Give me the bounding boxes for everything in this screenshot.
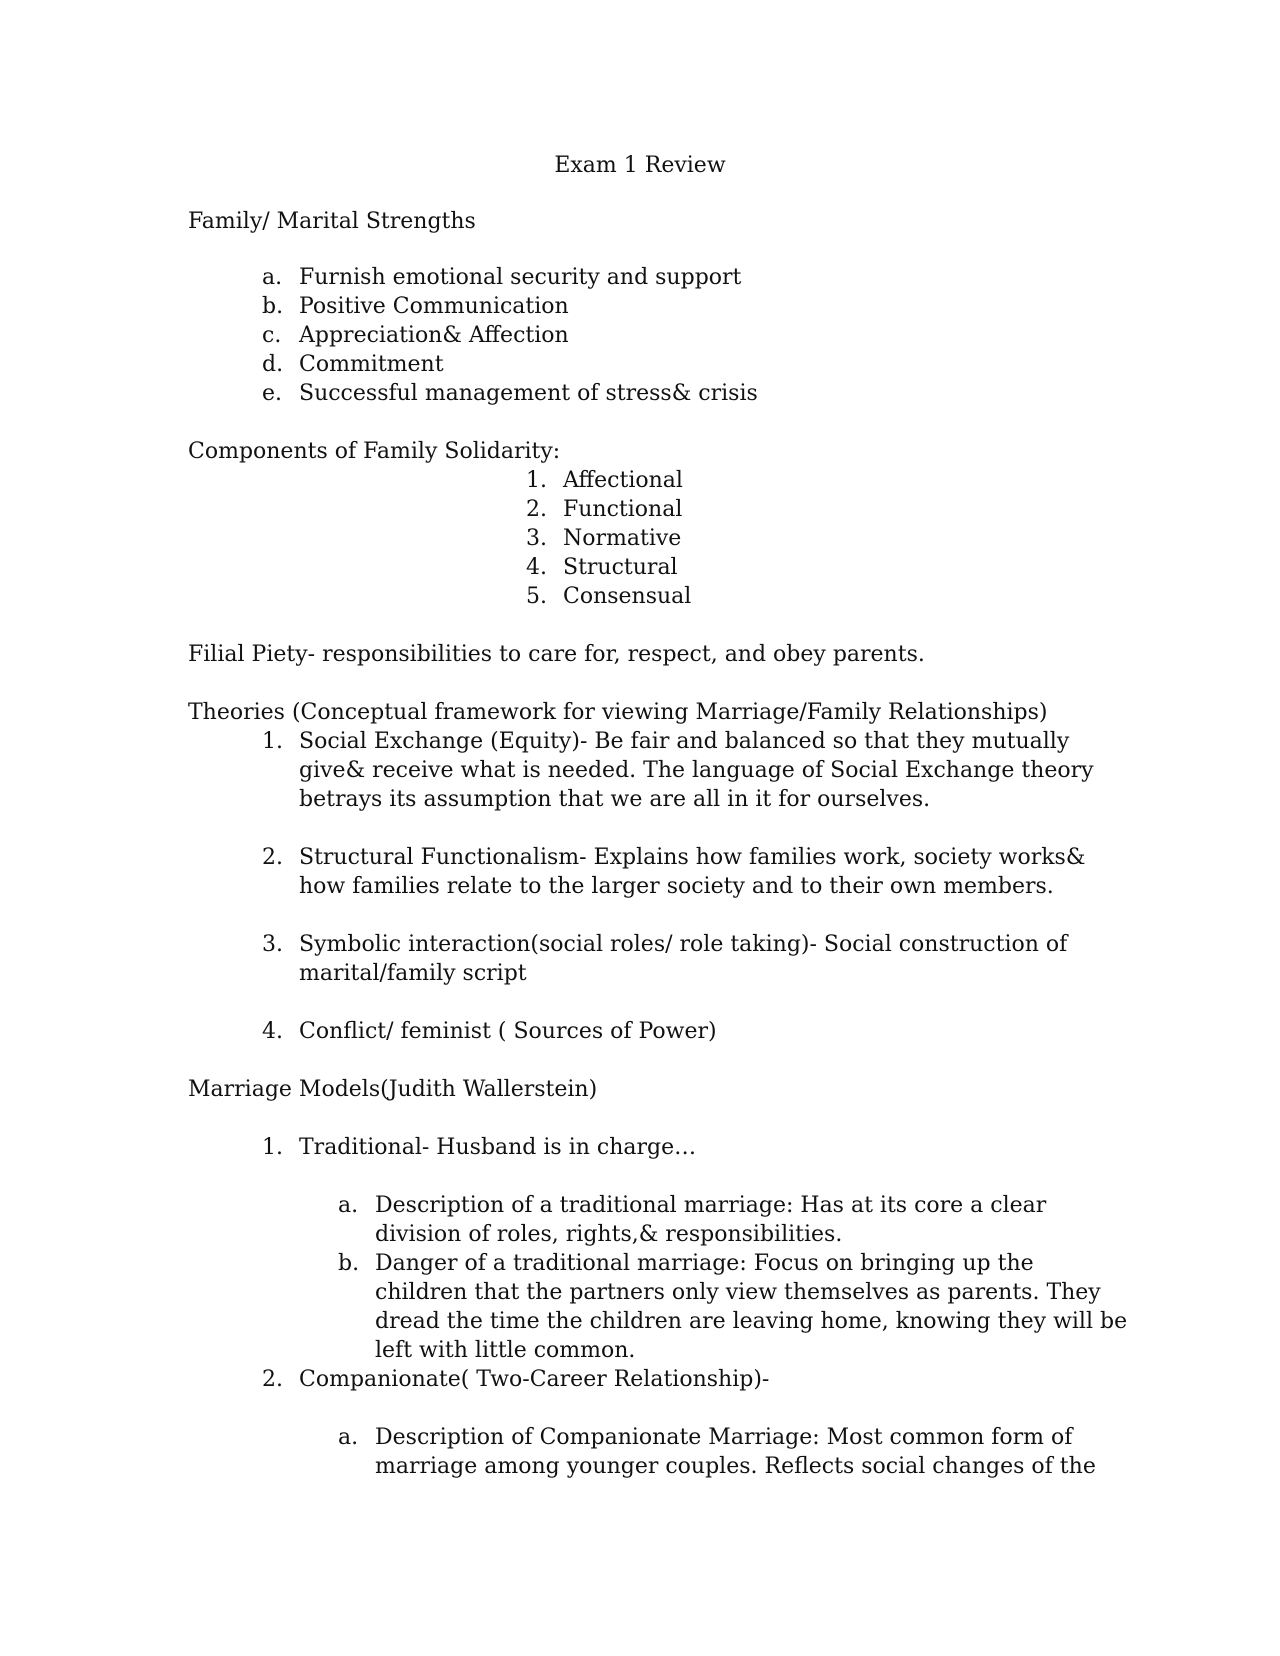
list-marker: a. (338, 1193, 359, 1218)
list-marker: 5. (526, 584, 547, 609)
list-text: Commitment (299, 352, 444, 377)
list-text: Positive Communication (299, 294, 569, 319)
list-marker: 2. (262, 1367, 283, 1392)
list-text: Structural (563, 555, 678, 580)
list-text-line: division of roles, rights,& responsibilities. (375, 1222, 843, 1247)
list-text: Companionate( Two-Career Relationship)- (299, 1367, 770, 1392)
list-text: Consensual (563, 584, 692, 609)
solidarity-heading: Components of Family Solidarity: (188, 439, 561, 464)
list-marker: 4. (262, 1019, 283, 1044)
list-text-line: Structural Functionalism- Explains how families work, society works& (299, 845, 1086, 870)
list-text-line: left with little common. (375, 1338, 636, 1363)
list-marker: a. (262, 265, 283, 290)
list-text: Traditional- Husband is in charge… (299, 1135, 697, 1160)
list-text-line: marital/family script (299, 961, 527, 986)
list-marker: c. (262, 323, 282, 348)
list-text-line: marriage among younger couples. Reflects social changes of the (375, 1454, 1096, 1479)
list-text: Furnish emotional security and support (299, 265, 742, 290)
list-marker: 2. (526, 497, 547, 522)
list-marker: b. (262, 294, 284, 319)
list-marker: 3. (262, 932, 283, 957)
list-marker: 4. (526, 555, 547, 580)
marriage-models-heading: Marriage Models(Judith Wallerstein) (188, 1077, 598, 1102)
list-text-line: how families relate to the larger society and to their own members. (299, 874, 1054, 899)
page-title: Exam 1 Review (554, 153, 726, 178)
list-marker: 2. (262, 845, 283, 870)
list-marker: e. (262, 381, 283, 406)
list-text-line: children that the partners only view themselves as parents. They (375, 1280, 1101, 1305)
list-text-line: Danger of a traditional marriage: Focus on bringing up the (375, 1251, 1034, 1276)
filial-piety-definition: Filial Piety- responsibilities to care for, respect, and obey parents. (188, 642, 925, 667)
list-text: Normative (563, 526, 682, 551)
list-text-line: give& receive what is needed. The language of Social Exchange theory (299, 758, 1094, 783)
list-marker: d. (262, 352, 284, 377)
list-marker: 1. (262, 729, 283, 754)
list-marker: b. (338, 1251, 360, 1276)
list-marker: 1. (526, 468, 547, 493)
list-text-line: Description of Companionate Marriage: Most common form of (375, 1425, 1073, 1450)
strengths-heading: Family/ Marital Strengths (188, 209, 476, 234)
theories-heading: Theories (Conceptual framework for viewing Marriage/Family Relationships) (188, 700, 1048, 725)
list-text: Affectional (563, 468, 683, 493)
list-text-line: Conflict/ feminist ( Sources of Power) (299, 1019, 717, 1044)
list-marker: 1. (262, 1135, 283, 1160)
list-text-line: Description of a traditional marriage: Has at its core a clear (375, 1193, 1047, 1218)
list-text-line: dread the time the children are leaving home, knowing they will be (375, 1309, 1128, 1334)
list-text-line: Symbolic interaction(social roles/ role taking)- Social construction of (299, 932, 1068, 957)
list-text: Successful management of stress& crisis (299, 381, 758, 406)
list-text: Functional (563, 497, 683, 522)
list-marker: 3. (526, 526, 547, 551)
list-text: Appreciation& Affection (299, 323, 569, 348)
list-text-line: Social Exchange (Equity)- Be fair and balanced so that they mutually (299, 729, 1070, 754)
list-text-line: betrays its assumption that we are all in it for ourselves. (299, 787, 931, 812)
list-marker: a. (338, 1425, 359, 1450)
